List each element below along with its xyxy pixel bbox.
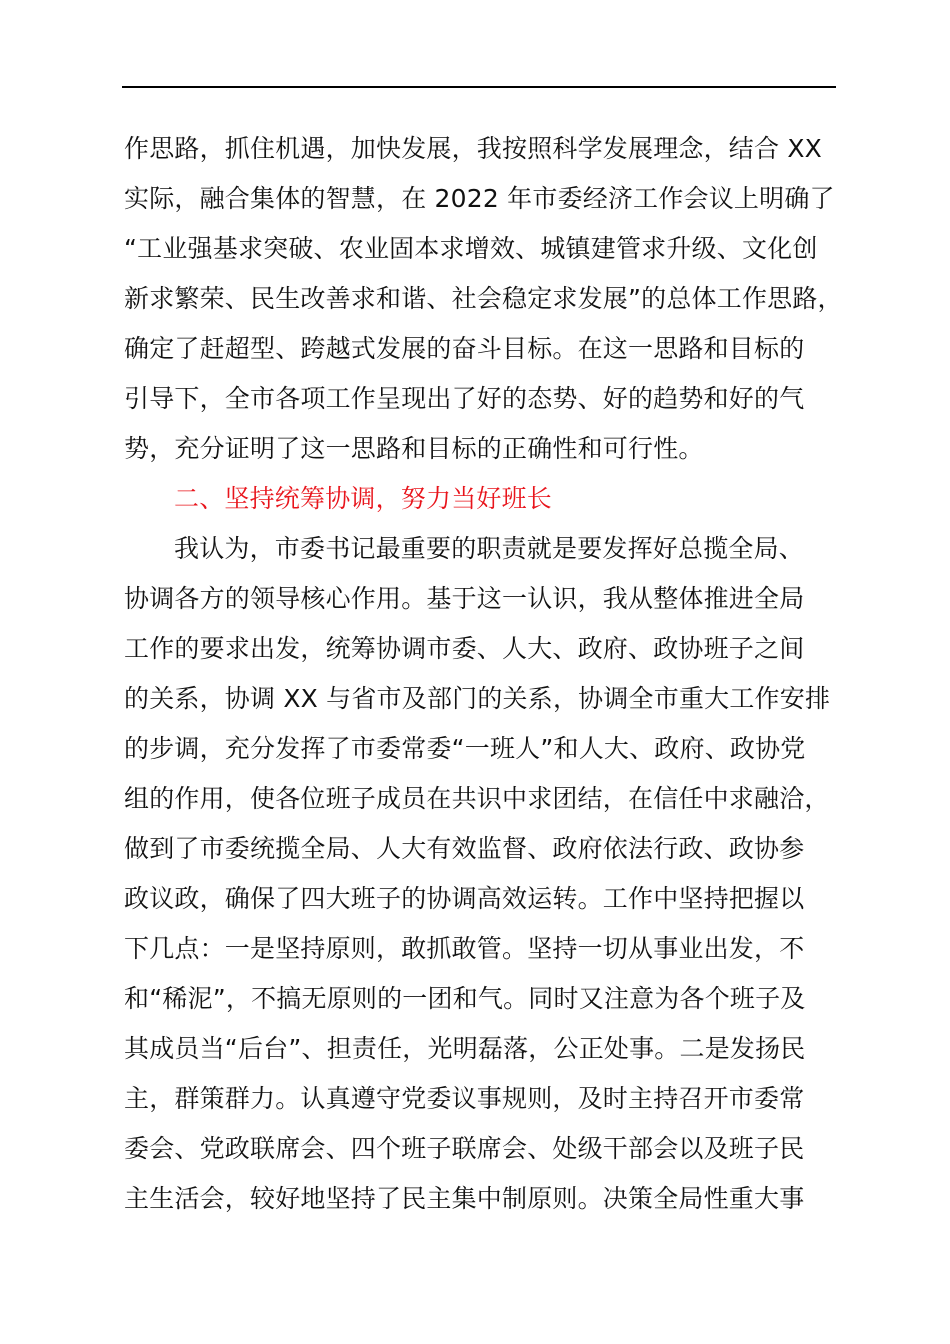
header-rule	[122, 86, 836, 88]
paragraph-line: 委会、党政联席会、四个班子联席会、处级干部会以及班子民	[124, 1134, 805, 1163]
paragraph-line: 主，群策群力。认真遵守党委议事规则，及时主持召开市委常	[124, 1084, 805, 1113]
paragraph-line: 引导下，全市各项工作呈现出了好的态势、好的趋势和好的气	[124, 384, 805, 413]
paragraph-line: 协调各方的领导核心作用。基于这一认识，我从整体推进全局	[124, 584, 805, 613]
paragraph-line: 的关系，协调 XX 与省市及部门的关系，协调全市重大工作安排	[124, 684, 831, 713]
paragraph-line: 和“稀泥”，不搞无原则的一团和气。同时又注意为各个班子及	[124, 984, 806, 1013]
paragraph-line: 实际，融合集体的智慧，在 2022 年市委经济工作会议上明确了	[124, 184, 835, 213]
paragraph-line: 的步调，充分发挥了市委常委“一班人”和人大、政府、政协党	[124, 734, 806, 763]
paragraph-line: “工业强基求突破、农业固本求增效、城镇建管求升级、文化创	[124, 234, 818, 263]
paragraph-line: 势，充分证明了这一思路和目标的正确性和可行性。	[124, 434, 704, 463]
section-heading: 二、坚持统筹协调，努力当好班长	[174, 484, 553, 513]
paragraph-line: 新求繁荣、民生改善求和谐、社会稳定求发展”的总体工作思路，	[124, 284, 843, 313]
paragraph-line: 下几点：一是坚持原则，敢抓敢管。坚持一切从事业出发，不	[124, 934, 805, 963]
paragraph-line: 确定了赶超型、跨越式发展的奋斗目标。在这一思路和目标的	[124, 334, 805, 363]
paragraph-line: 作思路，抓住机遇，加快发展，我按照科学发展理念，结合 XX	[124, 134, 823, 163]
paragraph-line: 主生活会，较好地坚持了民主集中制原则。决策全局性重大事	[124, 1184, 805, 1213]
paragraph-2	[124, 524, 864, 1224]
paragraph-line: 我认为，市委书记最重要的职责就是要发挥好总揽全局、	[174, 534, 805, 563]
paragraph-1	[124, 124, 864, 474]
paragraph-line: 其成员当“后台”、担责任，光明磊落，公正处事。二是发扬民	[124, 1034, 806, 1063]
document-body	[124, 124, 864, 1224]
paragraph-line: 政议政，确保了四大班子的协调高效运转。工作中坚持把握以	[124, 884, 805, 913]
paragraph-line: 工作的要求出发，统筹协调市委、人大、政府、政协班子之间	[124, 634, 805, 663]
paragraph-line: 做到了市委统揽全局、人大有效监督、政府依法行政、政协参	[124, 834, 805, 863]
paragraph-line: 组的作用，使各位班子成员在共识中求团结，在信任中求融洽，	[124, 784, 830, 813]
